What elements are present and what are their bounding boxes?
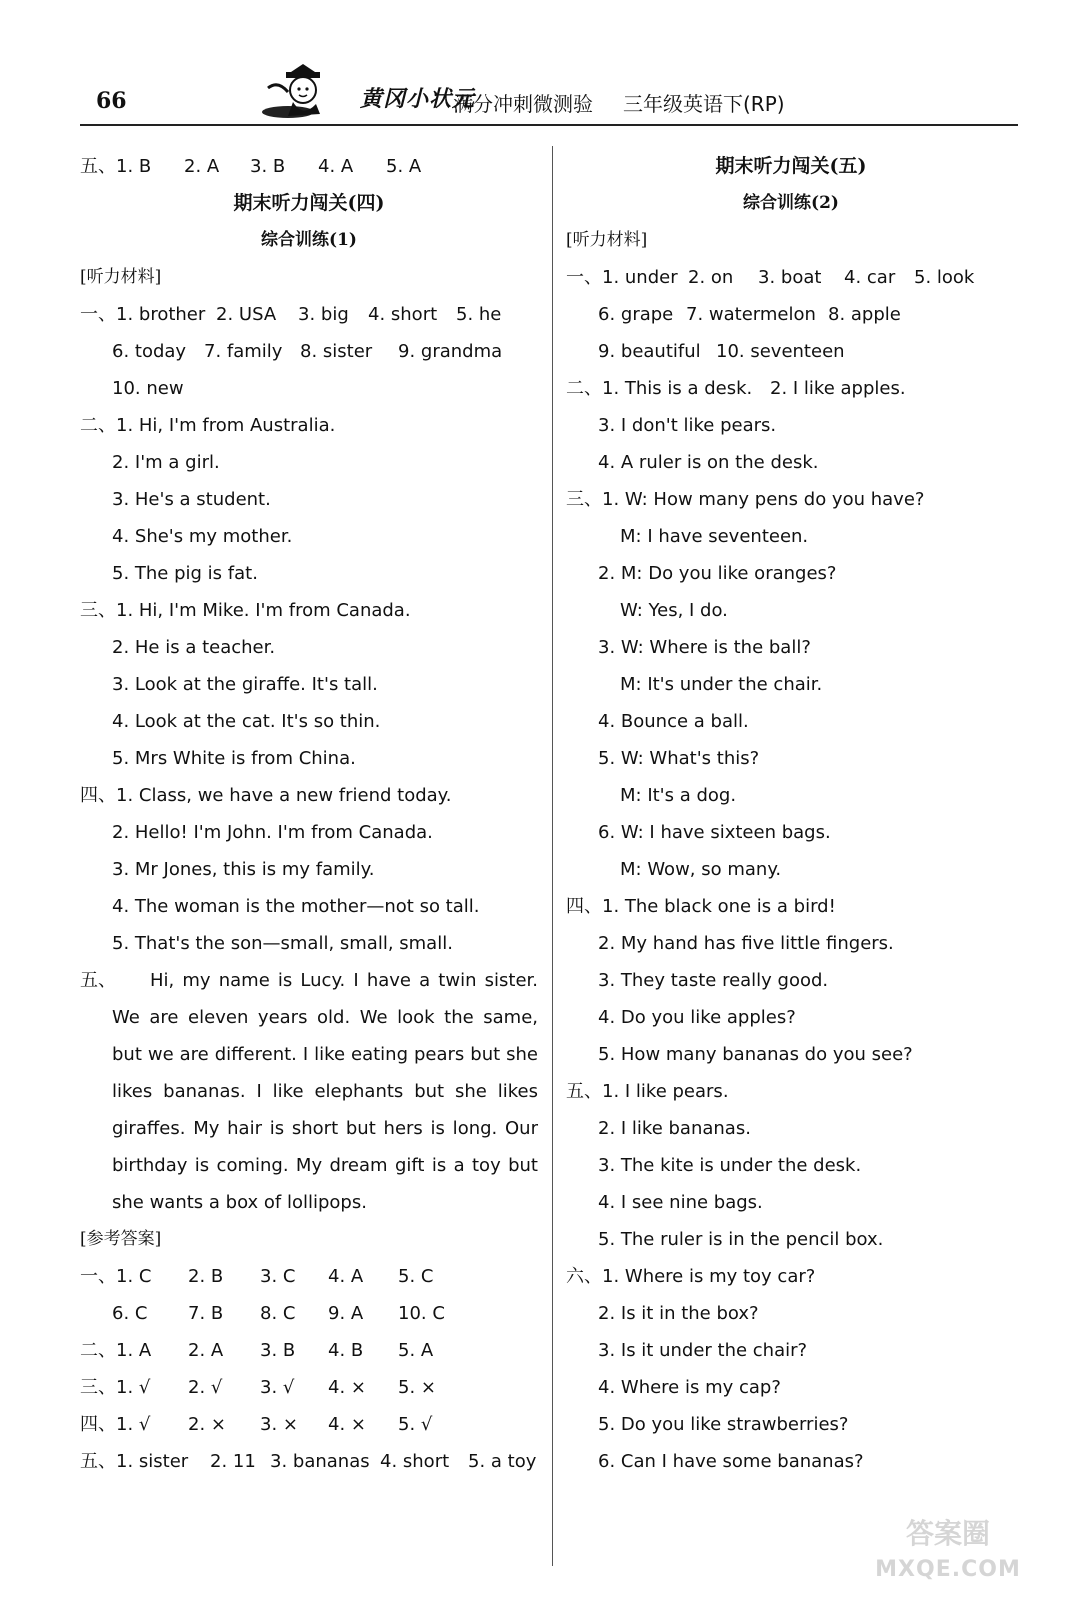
answer-item: 5. A xyxy=(398,1340,434,1361)
brand-name: 黄冈小状元 xyxy=(360,86,476,112)
answer-item: 2. A xyxy=(184,156,220,177)
answer-item: 5. √ xyxy=(398,1414,433,1435)
word-list-row xyxy=(566,296,1016,333)
top-answer-row xyxy=(80,148,538,185)
answer-item: 7. B xyxy=(188,1303,224,1324)
list-item: 一、1. brother xyxy=(80,304,206,325)
answer-row xyxy=(80,1443,538,1480)
answer-item: 一、1. C xyxy=(80,1266,152,1287)
answer-item: 五、1. sister xyxy=(80,1451,189,1472)
answer-row xyxy=(80,1295,538,1332)
training-title: 综合训练(1) xyxy=(261,230,357,250)
list-item: 3. The kite is under the desk. xyxy=(598,1155,862,1176)
dialogue-line: 3. W: Where is the ball? xyxy=(598,637,811,658)
list-item: 5. look xyxy=(914,267,975,288)
training-title: 综合训练(2) xyxy=(743,193,839,213)
list-item: 9. grandma xyxy=(398,341,503,362)
word-list-row xyxy=(566,333,1016,370)
list-item: 3. I don't like pears. xyxy=(598,415,777,436)
passage-paragraph xyxy=(80,962,538,1221)
list-item: 5. Do you like strawberries? xyxy=(598,1414,849,1435)
list-item: 2. My hand has five little fingers. xyxy=(598,933,894,954)
answer-item: 3. bananas xyxy=(270,1451,370,1472)
list-item: 4. She's my mother. xyxy=(112,526,293,547)
answer-item: 4. short xyxy=(380,1451,450,1472)
answer-item: 3. B xyxy=(250,156,286,177)
answer-item: 5. × xyxy=(398,1377,436,1398)
list-item: 10. seventeen xyxy=(716,341,845,362)
list-item: 8. sister xyxy=(300,341,373,362)
listening-material-tag: [听力材料] xyxy=(566,230,648,250)
list-item: 4. I see nine bags. xyxy=(598,1192,763,1213)
answer-item: 9. A xyxy=(328,1303,364,1324)
subject-title: 三年级英语下(RP) xyxy=(623,92,785,116)
list-item: 3. big xyxy=(298,304,349,325)
dialogue-line: M: Wow, so many. xyxy=(620,859,782,880)
answer-item: 2. 11 xyxy=(210,1451,256,1472)
list-item: 2. He is a teacher. xyxy=(112,637,276,658)
section-title: 期末听力闯关(五) xyxy=(715,155,867,177)
dialogue-line: M: I have seventeen. xyxy=(620,526,809,547)
list-item: 六、1. Where is my toy car? xyxy=(566,1266,816,1287)
sentence-row xyxy=(566,370,1016,407)
list-item: 4. short xyxy=(368,304,438,325)
answer-item: 2. A xyxy=(188,1340,224,1361)
list-item: 3. boat xyxy=(758,267,822,288)
list-item: 3. He's a student. xyxy=(112,489,271,510)
word-list-row xyxy=(80,296,538,333)
mascot-logo-icon xyxy=(258,62,358,120)
section-title: 期末听力闯关(四) xyxy=(233,192,385,214)
answer-item: 3. B xyxy=(260,1340,296,1361)
column-divider xyxy=(552,146,553,1566)
list-item: 8. apple xyxy=(828,304,901,325)
list-item: 7. watermelon xyxy=(686,304,816,325)
answer-item: 四、1. √ xyxy=(80,1414,151,1435)
list-item: 3. Look at the giraffe. It's tall. xyxy=(112,674,378,695)
answer-item: 3. × xyxy=(260,1414,298,1435)
list-item: 2. I like bananas. xyxy=(598,1118,751,1139)
list-item: 2. USA xyxy=(216,304,277,325)
answer-row xyxy=(80,1406,538,1443)
header-rule xyxy=(80,124,1018,126)
word-list-row xyxy=(566,259,1016,296)
answer-item: 4. × xyxy=(328,1414,366,1435)
list-item: 10. new xyxy=(112,378,184,399)
answer-row xyxy=(80,1369,538,1406)
list-item: 2. I'm a girl. xyxy=(112,452,220,473)
listening-material-tag: [听力材料] xyxy=(80,267,162,287)
list-item: 5. That's the son—small, small, small. xyxy=(112,933,453,954)
dialogue-line: W: Yes, I do. xyxy=(620,600,728,621)
dialogue-line: M: It's a dog. xyxy=(620,785,737,806)
list-item: 3. They taste really good. xyxy=(598,970,829,991)
list-item: 4. The woman is the mother—not so tall. xyxy=(112,896,480,917)
answer-item: 2. √ xyxy=(188,1377,223,1398)
dialogue-line: 三、1. W: How many pens do you have? xyxy=(566,489,925,510)
list-item: 一、1. under xyxy=(566,267,678,288)
passage-label: 五、 xyxy=(80,970,116,991)
dialogue-line: 5. W: What's this? xyxy=(598,748,760,769)
answer-item: 10. C xyxy=(398,1303,445,1324)
watermark-title: 答案圈 xyxy=(905,1517,990,1550)
list-item: 5. he xyxy=(456,304,502,325)
list-item: 二、1. This is a desk. xyxy=(566,378,753,399)
left-column xyxy=(80,148,538,1480)
answer-row xyxy=(80,1258,538,1295)
series-title: 满分冲刺微测验 xyxy=(453,92,593,116)
list-item: 五、1. I like pears. xyxy=(566,1081,729,1102)
list-item: 4. A ruler is on the desk. xyxy=(598,452,819,473)
list-item: 2. Is it in the box? xyxy=(598,1303,759,1324)
list-item: 6. today xyxy=(112,341,187,362)
list-item: 4. car xyxy=(844,267,896,288)
dialogue-line: 2. M: Do you like oranges? xyxy=(598,563,837,584)
answer-item: 4. A xyxy=(328,1266,364,1287)
list-item: 二、1. Hi, I'm from Australia. xyxy=(80,415,336,436)
page-number: 66 xyxy=(96,88,127,114)
list-item: 5. The ruler is in the pencil box. xyxy=(598,1229,884,1250)
answer-key-tag: [参考答案] xyxy=(80,1229,162,1249)
list-item: 7. family xyxy=(204,341,283,362)
list-item: 三、1. Hi, I'm Mike. I'm from Canada. xyxy=(80,600,411,621)
list-item: 2. I like apples. xyxy=(770,378,906,399)
answer-item: 3. √ xyxy=(260,1377,295,1398)
page-header xyxy=(88,60,1018,124)
list-item: 2. Hello! I'm John. I'm from Canada. xyxy=(112,822,433,843)
answer-item: 5. A xyxy=(386,156,422,177)
watermark-url: MXQE.COM xyxy=(875,1557,1021,1582)
answer-item: 三、1. √ xyxy=(80,1377,151,1398)
list-item: 5. How many bananas do you see? xyxy=(598,1044,913,1065)
answer-item: 2. × xyxy=(188,1414,226,1435)
dialogue-line: 6. W: I have sixteen bags. xyxy=(598,822,831,843)
answer-item: 4. × xyxy=(328,1377,366,1398)
answer-item: 5. C xyxy=(398,1266,434,1287)
list-item: 4. Look at the cat. It's so thin. xyxy=(112,711,381,732)
list-item: 5. The pig is fat. xyxy=(112,563,258,584)
watermark xyxy=(868,1512,1028,1582)
word-list-row xyxy=(80,333,538,370)
dialogue-line: 4. Bounce a ball. xyxy=(598,711,749,732)
list-item: 6. grape xyxy=(598,304,674,325)
list-item: 2. on xyxy=(688,267,734,288)
answer-item: 五、1. B xyxy=(80,156,152,177)
answer-item: 6. C xyxy=(112,1303,148,1324)
answer-row xyxy=(80,1332,538,1369)
list-item: 4. Do you like apples? xyxy=(598,1007,796,1028)
answer-item: 4. A xyxy=(318,156,354,177)
list-item: 9. beautiful xyxy=(598,341,701,362)
list-item: 3. Mr Jones, this is my family. xyxy=(112,859,375,880)
answer-item: 2. B xyxy=(188,1266,224,1287)
right-column xyxy=(566,148,1016,1480)
answer-item: 3. C xyxy=(260,1266,296,1287)
dialogue-line: M: It's under the chair. xyxy=(620,674,823,695)
list-item: 4. Where is my cap? xyxy=(598,1377,781,1398)
list-item: 四、1. The black one is a bird! xyxy=(566,896,836,917)
answer-item: 8. C xyxy=(260,1303,296,1324)
list-item: 6. Can I have some bananas? xyxy=(598,1451,864,1472)
list-item: 5. Mrs White is from China. xyxy=(112,748,356,769)
list-item: 3. Is it under the chair? xyxy=(598,1340,808,1361)
answer-item: 5. a toy xyxy=(468,1451,537,1472)
answer-item: 4. B xyxy=(328,1340,364,1361)
list-item: 四、1. Class, we have a new friend today. xyxy=(80,785,452,806)
answer-item: 二、1. A xyxy=(80,1340,152,1361)
passage-text: Hi, my name is Lucy. I have a twin sister. We are eleven years old. We look the same, but we are different. I like eating pears but she likes bananas. I like elephants but she likes giraffes. My hair is short but hers is long. Our birthday is coming. My dream gift is a toy but she wants a box of lollipops. xyxy=(112,970,538,1213)
